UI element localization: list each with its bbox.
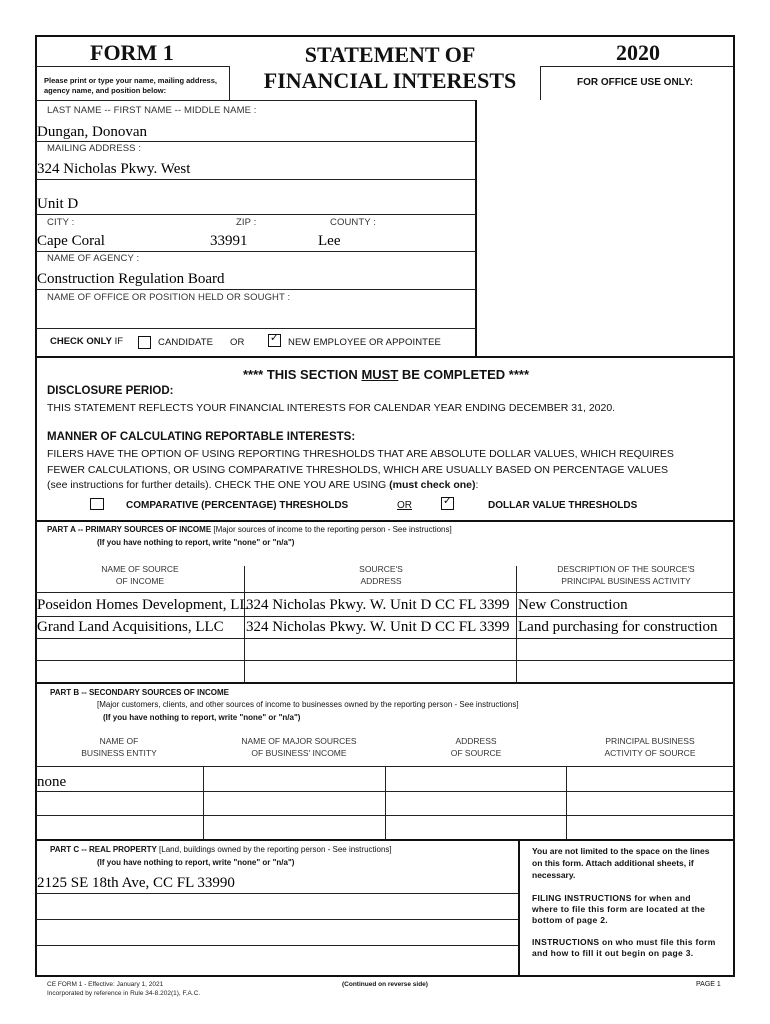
note-filing-instructions: FILING INSTRUCTIONS for when and where to file this form are located at the bottom of page 2. bbox=[532, 893, 706, 925]
part-a-row-1-address[interactable]: 324 Nicholas Pkwy. W. Unit D CC FL 3399 bbox=[246, 597, 510, 613]
part-a-row-2-activity[interactable]: Land purchasing for construction bbox=[518, 619, 718, 635]
part-a-col-name-header: NAME OF SOURCE OF INCOME bbox=[101, 564, 179, 586]
name-field[interactable]: Dungan, Donovan bbox=[37, 124, 147, 140]
part-b-col-entity-header: NAME OF BUSINESS ENTITY bbox=[81, 736, 157, 758]
city-label: CITY : bbox=[47, 217, 75, 228]
part-b-bracket: [Major customers, clients, and other sources of income to businesses owned by the reporting person - See instructions] bbox=[97, 700, 519, 709]
position-label: NAME OF OFFICE OR POSITION HELD OR SOUGHT : bbox=[47, 292, 291, 303]
check-only-label: CHECK ONLY bbox=[50, 336, 112, 347]
candidate-checkbox[interactable] bbox=[138, 336, 151, 349]
part-a-title: PART A -- PRIMARY SOURCES OF INCOME [Major sources of income to the reporting person - See instructions] bbox=[47, 525, 452, 534]
candidate-label: CANDIDATE bbox=[158, 337, 214, 348]
footer-form-info: CE FORM 1 - Effective: January 1, 2021 Incorporated by reference in Rule 34-8.202(1), F.A.C. bbox=[47, 981, 201, 997]
comparative-checkbox[interactable] bbox=[90, 498, 104, 510]
part-b-subtitle: (If you have nothing to report, write "none" or "n/a") bbox=[103, 713, 301, 722]
disclosure-heading: DISCLOSURE PERIOD: bbox=[47, 385, 174, 397]
zip-label: ZIP : bbox=[236, 217, 257, 228]
part-a-col-activity-header: DESCRIPTION OF THE SOURCE'S PRINCIPAL BUSINESS ACTIVITY bbox=[557, 564, 695, 586]
part-b-row-1-entity[interactable]: none bbox=[37, 774, 67, 790]
disclosure-text: THIS STATEMENT REFLECTS YOUR FINANCIAL INTERESTS FOR CALENDAR YEAR ENDING DECEMBER 31, 2020. bbox=[47, 402, 616, 414]
office-use-label: FOR OFFICE USE ONLY: bbox=[577, 77, 694, 88]
part-a-row-1-activity[interactable]: New Construction bbox=[518, 597, 628, 613]
part-a-row-2-name[interactable]: Grand Land Acquisitions, LLC bbox=[37, 619, 224, 635]
comparative-label: COMPARATIVE (PERCENTAGE) THRESHOLDS bbox=[126, 500, 349, 511]
form-title bbox=[240, 42, 540, 94]
dollar-value-label: DOLLAR VALUE THRESHOLDS bbox=[488, 500, 638, 511]
mailing-address-label: MAILING ADDRESS : bbox=[47, 143, 142, 154]
part-a-row-2-address[interactable]: 324 Nicholas Pkwy. W. Unit D CC FL 3399 bbox=[246, 619, 510, 635]
manner-heading: MANNER OF CALCULATING REPORTABLE INTERESTS: bbox=[47, 431, 356, 443]
dollar-value-checkmark-icon: ✓ bbox=[442, 495, 453, 507]
form-label: FORM 1 bbox=[90, 40, 174, 65]
part-b-col-address-header: ADDRESS OF SOURCE bbox=[450, 736, 502, 758]
header-instructions: Please print or type your name, mailing address, agency name, and position below: bbox=[44, 76, 217, 95]
threshold-or-label: OR bbox=[397, 500, 412, 511]
new-employee-checkmark-icon: ✓ bbox=[269, 332, 280, 344]
footer-page-number: PAGE 1 bbox=[696, 981, 721, 988]
part-a-col-address-header: SOURCE'S ADDRESS bbox=[359, 564, 403, 586]
county-field[interactable]: Lee bbox=[318, 233, 341, 249]
agency-label: NAME OF AGENCY : bbox=[47, 253, 140, 264]
form-year: 2020 bbox=[616, 40, 660, 65]
address-line-2-field[interactable]: Unit D bbox=[37, 196, 79, 212]
part-b-title: PART B -- SECONDARY SOURCES OF INCOME bbox=[50, 688, 229, 697]
county-label: COUNTY : bbox=[330, 217, 377, 228]
check-if-label: IF bbox=[114, 336, 124, 347]
footer-continued: (Continued on reverse side) bbox=[342, 981, 428, 988]
check-only-row bbox=[50, 336, 123, 347]
must-complete-banner: **** THIS SECTION MUST BE COMPLETED **** bbox=[242, 367, 530, 382]
part-c-row-1[interactable]: 2125 SE 18th Ave, CC FL 33990 bbox=[37, 875, 235, 891]
city-field[interactable]: Cape Coral bbox=[37, 233, 105, 249]
note-who-must-file: INSTRUCTIONS on who must file this form and how to fill it out begin on page 3. bbox=[532, 937, 716, 958]
note-space: You are not limited to the space on the lines on this form. Attach additional sheets, if necessary. bbox=[532, 846, 710, 880]
name-label: LAST NAME -- FIRST NAME -- MIDDLE NAME : bbox=[47, 105, 257, 116]
part-a-row-1-name[interactable]: Poseidon Homes Development, LL bbox=[37, 597, 249, 613]
new-employee-label: NEW EMPLOYEE OR APPOINTEE bbox=[288, 337, 441, 348]
check-or-label: OR bbox=[230, 337, 245, 348]
part-b-col-activity-header: PRINCIPAL BUSINESS ACTIVITY OF SOURCE bbox=[604, 736, 696, 758]
part-b-col-sources-header: NAME OF MAJOR SOURCES OF BUSINESS' INCOME bbox=[241, 736, 357, 758]
title-line-2: FINANCIAL INTERESTS bbox=[263, 68, 517, 93]
zip-field[interactable]: 33991 bbox=[210, 233, 248, 249]
address-line-1-field[interactable]: 324 Nicholas Pkwy. West bbox=[37, 161, 191, 177]
agency-field[interactable]: Construction Regulation Board bbox=[37, 271, 225, 287]
part-c-title: PART C -- REAL PROPERTY [Land, buildings owned by the reporting person - See instructions] bbox=[50, 845, 392, 854]
manner-text: FILERS HAVE THE OPTION OF USING REPORTING THRESHOLDS THAT ARE ABSOLUTE DOLLAR VALUES, WHICH REQUIRES FEWER CALCULATIONS, OR USING COMPARATIVE THRESHOLDS, WHICH ARE USUALLY BASED ON PERCENTAGE VALUES (see instructions for further details). CHECK THE ONE YOU ARE USING (must check one): bbox=[47, 448, 674, 491]
part-a-subtitle: (If you have nothing to report, write "none" or "n/a") bbox=[97, 538, 295, 547]
part-c-subtitle: (If you have nothing to report, write "none" or "n/a") bbox=[97, 858, 295, 867]
title-line-1: STATEMENT OF bbox=[304, 42, 476, 67]
